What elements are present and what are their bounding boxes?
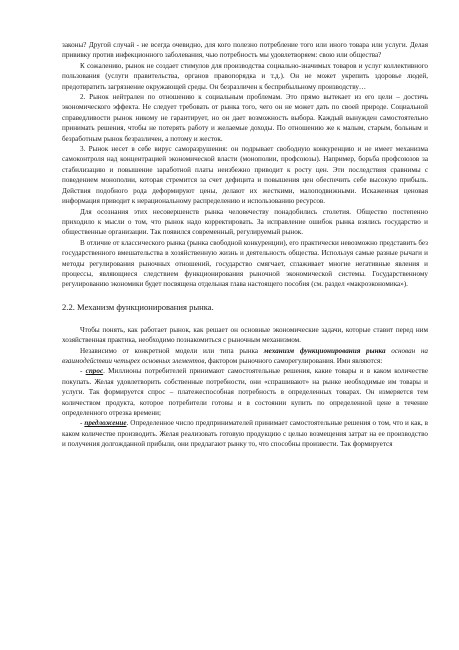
list-item-demand [62, 366, 428, 418]
document-page [62, 40, 428, 450]
section-heading: 2.2. Механизм функционирования рынка. [62, 301, 214, 312]
text-run: Независимо от конкретной модели или типа рынка [80, 346, 264, 355]
paragraph: 2. Рынок нейтрален по отношению к социальным проблемам. Это прямо вытекает из его цели – достичь экономического эффекта. Не следует требовать от рынка того, чего он не может дать по своей природе. Социальной справедливости рынок никому не гарантирует, но он дает возможность выбора. Каждый вынужден самостоятельно принимать решения, чтобы не потерять работу и желаемые доходы. По отношению же к малым, старым, больным и безработным рынок безразличен, а потому и жесток. [62, 93, 428, 143]
list-dash: - [80, 367, 86, 376]
list-item-supply [62, 418, 428, 449]
text-run: , фактором рыночного саморегулирования. Ими являются: [204, 356, 383, 365]
paragraph: К сожалению, рынок не создает стимулов для производства социально-значимых товаров и услуг коллективного пользования (услуги правительства, органов правопорядка и т.д.). Он не может укрепить здоровье людей, предотвратить загрязнение окружающей среды. Он безразличен к бесприбыльному производству… [62, 61, 428, 91]
paragraph: 3. Рынок несет в себе вирус саморазрушения: он подрывает свободную конкуренцию и не имеет механизма самоконтроля над концентрацией экономической власти (монополии, профсоюзы). Например, борьба профсоюзов за стабилизацию и повышение заработной платы неизбежно приводит к росту цен. Эти последствия сравнимы с поведением монополии, которая стремится за счет дефицита и повышения цен обеспечить себе высокую прибыль. Действия подобного рода деформируют цены, делают их жесткими, малоподвижными. Искаженная ценовая информация приводит к нерациональному распределению и использованию ресурсов. [62, 145, 428, 206]
term-demand: спрос [85, 367, 104, 376]
paragraph: законы? Другой случай - не всегда очевидно, для кого полезно потребление того или иного товара или услуги. Делая прививку против инфекционного заболевания, чью потребность мы удовлетворяем: свою или общества? [62, 41, 428, 60]
text-run: . Определенное число предпринимателей принимает самостоятельные решения о том, что и как, в каком количестве производить. Желая реализовать готовую продукцию с целью возмещения затрат на ее производство и получения долгожданной прибыли, они предлагают рынку то, что способны произвести. Так формируется [62, 419, 428, 449]
paragraph: В отличие от классического рынка (рынка свободной конкуренции), его практически невозможно представить без государственного вмешательства в хозяйственную жизнь и деятельность общества. Используя самые разные рычаги и методы регулирования рыночных отношений, государство смягчает, сглаживает многие негативные явления и процессы, являющиеся следствием функционирования рыночной экономической системы. Государственному регулированию экономики будет посвящена отдельная глава настоящего пособия (см. раздел «макроэкономика»). [62, 238, 428, 289]
term-market-mechanism: механизм функционирования рынка [263, 346, 386, 355]
text-run-italic: основан на взаимодействии четырех основных элементов [62, 346, 428, 365]
text-run: . Миллионы потребителей принимают самостоятельные решения, какие товары и в каком количестве покупать. Желая удовлетворить собственные потребности, они «спрашивают» на рынке необходимые им товары и услуги. Так формируется спрос – платежеспособная потребность в определенных товарах. Он измеряется тем количеством продукта, которое потребители готовы и в состоянии купить по определенной цене в течение определенного отрезка времени; [62, 367, 428, 417]
term-supply: предложение [84, 419, 127, 428]
paragraph: Для осознания этих несовершенств рынка человечеству понадобились столетия. Общество постепенно приходило к мысли о том, что рынок надо корректировать. За исправление ошибок рынка взялись государство и общественные организации. Так появился современный, регулируемый рынок. [62, 207, 428, 237]
list-dash: - [80, 419, 85, 428]
paragraph: Чтобы понять, как работает рынок, как решает он основные экономические задачи, которые ставит перед ним хозяйственная практика, необходимо познакомиться с рыночным механизмом. [62, 325, 428, 345]
paragraph-mechanism [62, 346, 428, 367]
